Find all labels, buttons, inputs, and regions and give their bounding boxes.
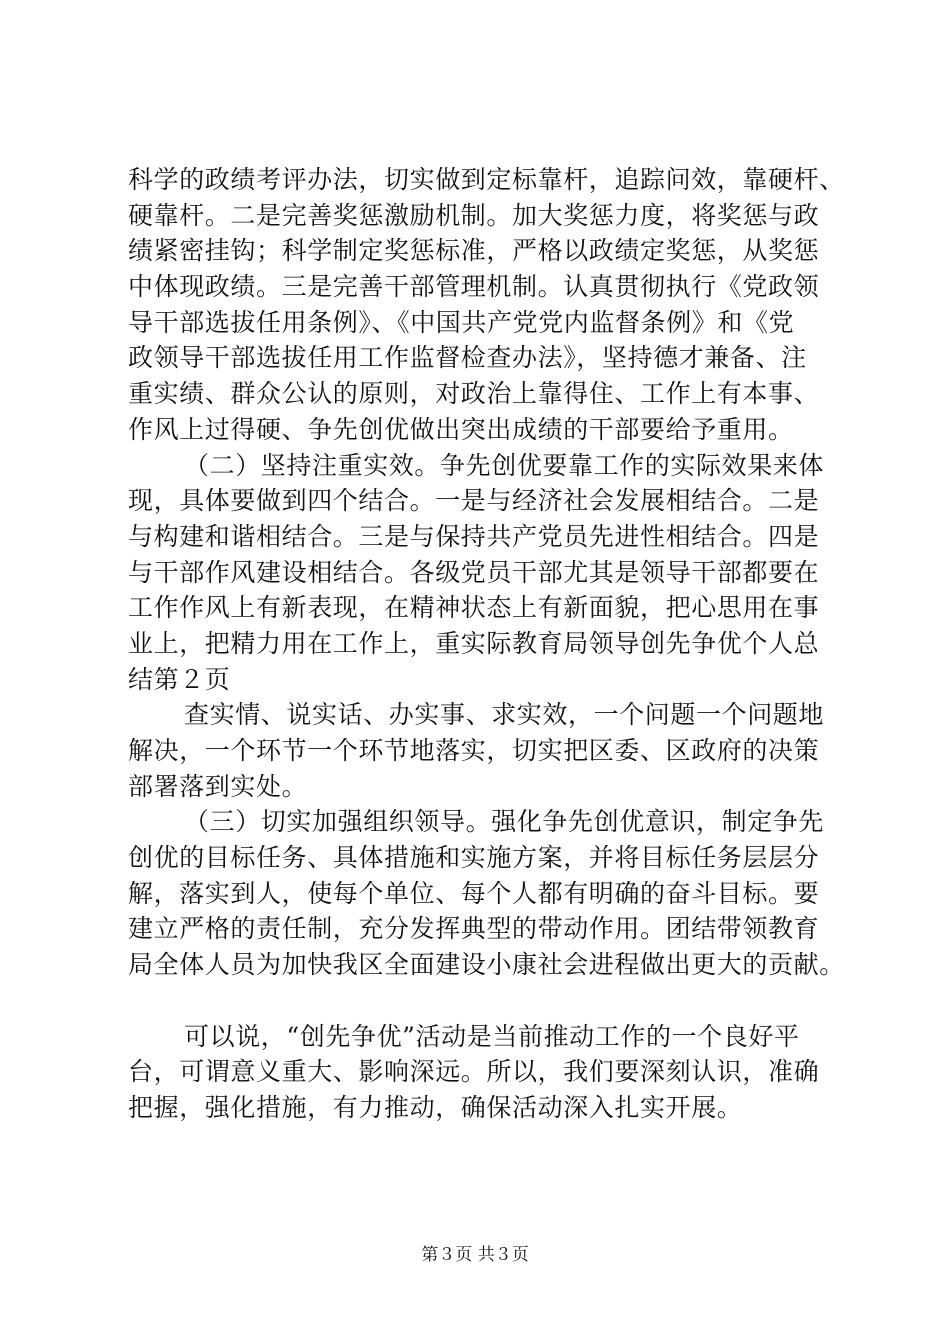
text-line: 工作作风上有新表现，在精神状态上有新面貌，把心思用在事 <box>128 593 820 623</box>
text-line: 与干部作风建设相结合。各级党员干部尤其是领导干部都要在 <box>128 557 820 587</box>
paragraph-start-line: （三）切实加强组织领导。强化争先创优意识，制定争先 <box>184 807 825 837</box>
text-line: 业上，把精力用在工作上，重实际教育局领导创先争优个人总 <box>128 628 820 658</box>
page-footer: 第３页 共３页 <box>421 1245 529 1265</box>
text-line: 政领导干部选拔任用工作监督检查办法》，坚持德才兼备、注 <box>128 343 807 373</box>
text-line: 建立严格的责任制，充分发挥典型的带动作用。团结带领教育 <box>128 914 820 944</box>
text-line: 作风上过得硬、争先创优做出突出成绩的干部要给予重用。 <box>128 414 794 444</box>
text-line: 创优的目标任务、具体措施和实施方案，并将目标任务层层分 <box>128 843 820 873</box>
text-line: 局全体人员为加快我区全面建设小康社会进程做出更大的贡献。 <box>128 950 845 980</box>
text-line: 解，落实到人，使每个单位、每个人都有明确的奋斗目标。要 <box>128 878 820 908</box>
text-line: 导干部选拔任用条例》、《中国共产党党内监督条例》和《党 <box>128 307 795 337</box>
text-line: 结第２页 <box>128 664 231 694</box>
text-line: 重实绩、群众公认的原则，对政治上靠得住、工作上有本事、 <box>128 379 820 409</box>
text-line: 绩紧密挂钩；科学制定奖惩标准，严格以政绩定奖惩，从奖惩 <box>128 236 820 266</box>
text-line: 中体现政绩。三是完善干部管理机制。认真贯彻执行《党政领 <box>128 272 820 302</box>
text-line: 与构建和谐相结合。三是与保持共产党员先进性相结合。四是 <box>128 521 820 551</box>
paragraph-gap <box>128 983 840 1019</box>
text-line: 现，具体要做到四个结合。一是与经济社会发展相结合。二是 <box>128 486 820 516</box>
text-line: 解决，一个环节一个环节地落实，切实把区委、区政府的决策 <box>128 736 820 765</box>
document-body <box>128 162 845 1126</box>
text-line: 把握，强化措施，有力推动，确保活动深入扎实开展。 <box>128 1092 743 1122</box>
text-line: 部署落到实处。 <box>128 771 308 801</box>
paragraph-start-line: 可以说，“创先争优”活动是当前推动工作的一个良好平 <box>184 1021 800 1051</box>
text-line: 台，可谓意义重大、影响深远。所以，我们要深刻认识，准确 <box>128 1057 820 1087</box>
paragraph-start-line: 查实情、说实话、办实事、求实效，一个问题一个问题地 <box>184 700 825 730</box>
paragraph-start-line: （二）坚持注重实效。争先创优要靠工作的实际效果来体 <box>184 450 825 480</box>
text-line: 硬靠杆。二是完善奖惩激励机制。加大奖惩力度，将奖惩与政 <box>128 200 820 230</box>
text-line: 科学的政绩考评办法，切实做到定标靠杆，追踪问效，靠硬杆、 <box>128 165 845 194</box>
